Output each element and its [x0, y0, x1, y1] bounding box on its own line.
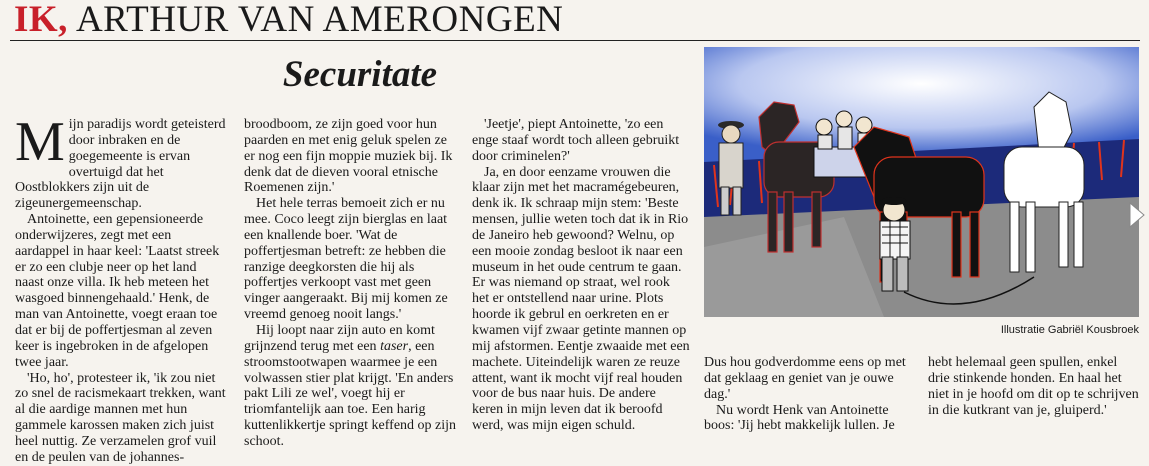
- article-column-4: [704, 355, 914, 434]
- paragraph: Hij loopt naar zijn auto en komt grijnzend terug met een taser, een stroomstootwapen waarmee je een volwassen stier plat krijgt. 'En anders pakt Lili ze wel', voegt hij er triomfantelijk aan toe. Een harig kuttenlikkertje springt keffend op zijn schoot.: [244, 322, 457, 449]
- headline: Securitate: [282, 54, 438, 95]
- drop-cap: M: [15, 111, 65, 173]
- article-column-5: [928, 355, 1140, 418]
- paragraph: Dus hou godverdomme eens op met dat geklaag en geniet van je ouwe dag.': [704, 355, 906, 402]
- paragraph: Ja, en door eenzame vrouwen die klaar zijn met het macramégebeuren, denk ik. Ik schraap mijn stem: 'Beste mensen, jullie weten toch dat ik in Rio de Janeiro heb gewoond? Welnu, op een mooie zondag besloot ik naar een museum in het oude centrum te gaan. Er was niemand op straat, wel rook het er ontstellend naar urine. Plots hoorde ik gebrul en oerkreten en er kwamen vijf zwaar getinte mannen op mij afstormen. Eentje zwaaide met een machete. Uiteindelijk waren ze reuze attent, want ik mocht vijf real houden voor de bus naar huis. De andere keren in mijn leven dat ik beroofd werd, was mijn eigen schuld.: [472, 164, 690, 434]
- paragraph: 'Jeetje', piept Antoinette, 'zo een enge staaf wordt toch alleen gebruikt door criminelen?': [472, 117, 680, 164]
- paragraph: hebt helemaal geen spullen, enkel drie stinkende honden. En haal het niet in je hoofd om dit op te schrijven in die kutkrant van je, gluiperd.': [928, 355, 1139, 418]
- top-rule: [10, 40, 1140, 41]
- author-name: ARTHUR VAN AMERONGEN: [75, 0, 564, 40]
- paragraph: Nu wordt Henk van Antoinette boos: 'Jij hebt makkelijk lullen. Je: [704, 402, 895, 434]
- horse-carriage-illustration: [704, 47, 1139, 317]
- column-prefix: IK,: [14, 0, 68, 40]
- article-column-1: [15, 111, 227, 466]
- paragraph: 'Ho, ho', protesteer ik, 'ik zou niet zo snel de racismekaart trekken, want al die aardige mannen met hun gammele karossen maken zich juist heel nuttig. Ze verzamelen grof vuil en de peulen van de johannes-: [15, 370, 226, 465]
- article-column-3: [472, 117, 690, 434]
- paragraph: ijn paradijs wordt geteisterd door inbraken en de goegemeente is ervan overtuigd dat het Oostblokkers zijn uit de zigeunergemeenschap.: [15, 117, 226, 212]
- paragraph: Het hele terras bemoeit zich er nu mee. Coco leegt zijn bierglas en laat een knallende boer. 'Wat de poffertjesman betreft: ze hebben die ranzige deegkorsten die hij als poffertjes verkoopt vast met geen vinger aangeraakt. Bij mij komen ze vreemd genoeg nooit langs.': [244, 196, 448, 323]
- paragraph: Antoinette, een gepensioneerde onderwijzeres, zegt met een aardappel in haar keel: 'Laatst streek er zo een clubje neer op het land naast onze villa. Ik heb meteen het wasgoed binnengehaald.' Henk, de man van Antoinette, voegt eraan toe dat er bij de poffertjesman al zeven keer is ingebroken in de afgelopen twee jaar.: [15, 212, 220, 370]
- next-arrow-icon[interactable]: [1124, 200, 1149, 230]
- paragraph: broodboom, ze zijn goed voor hun paarden en met enig geluk spelen ze er nog een fijn moppie muziek bij. Ik denk dat de dieven vooral etnische Roemenen zijn.': [244, 117, 453, 196]
- masthead: [14, 0, 563, 40]
- illustration-caption: Illustratie Gabriël Kousbroek: [1000, 324, 1139, 336]
- article-column-2: [244, 117, 459, 450]
